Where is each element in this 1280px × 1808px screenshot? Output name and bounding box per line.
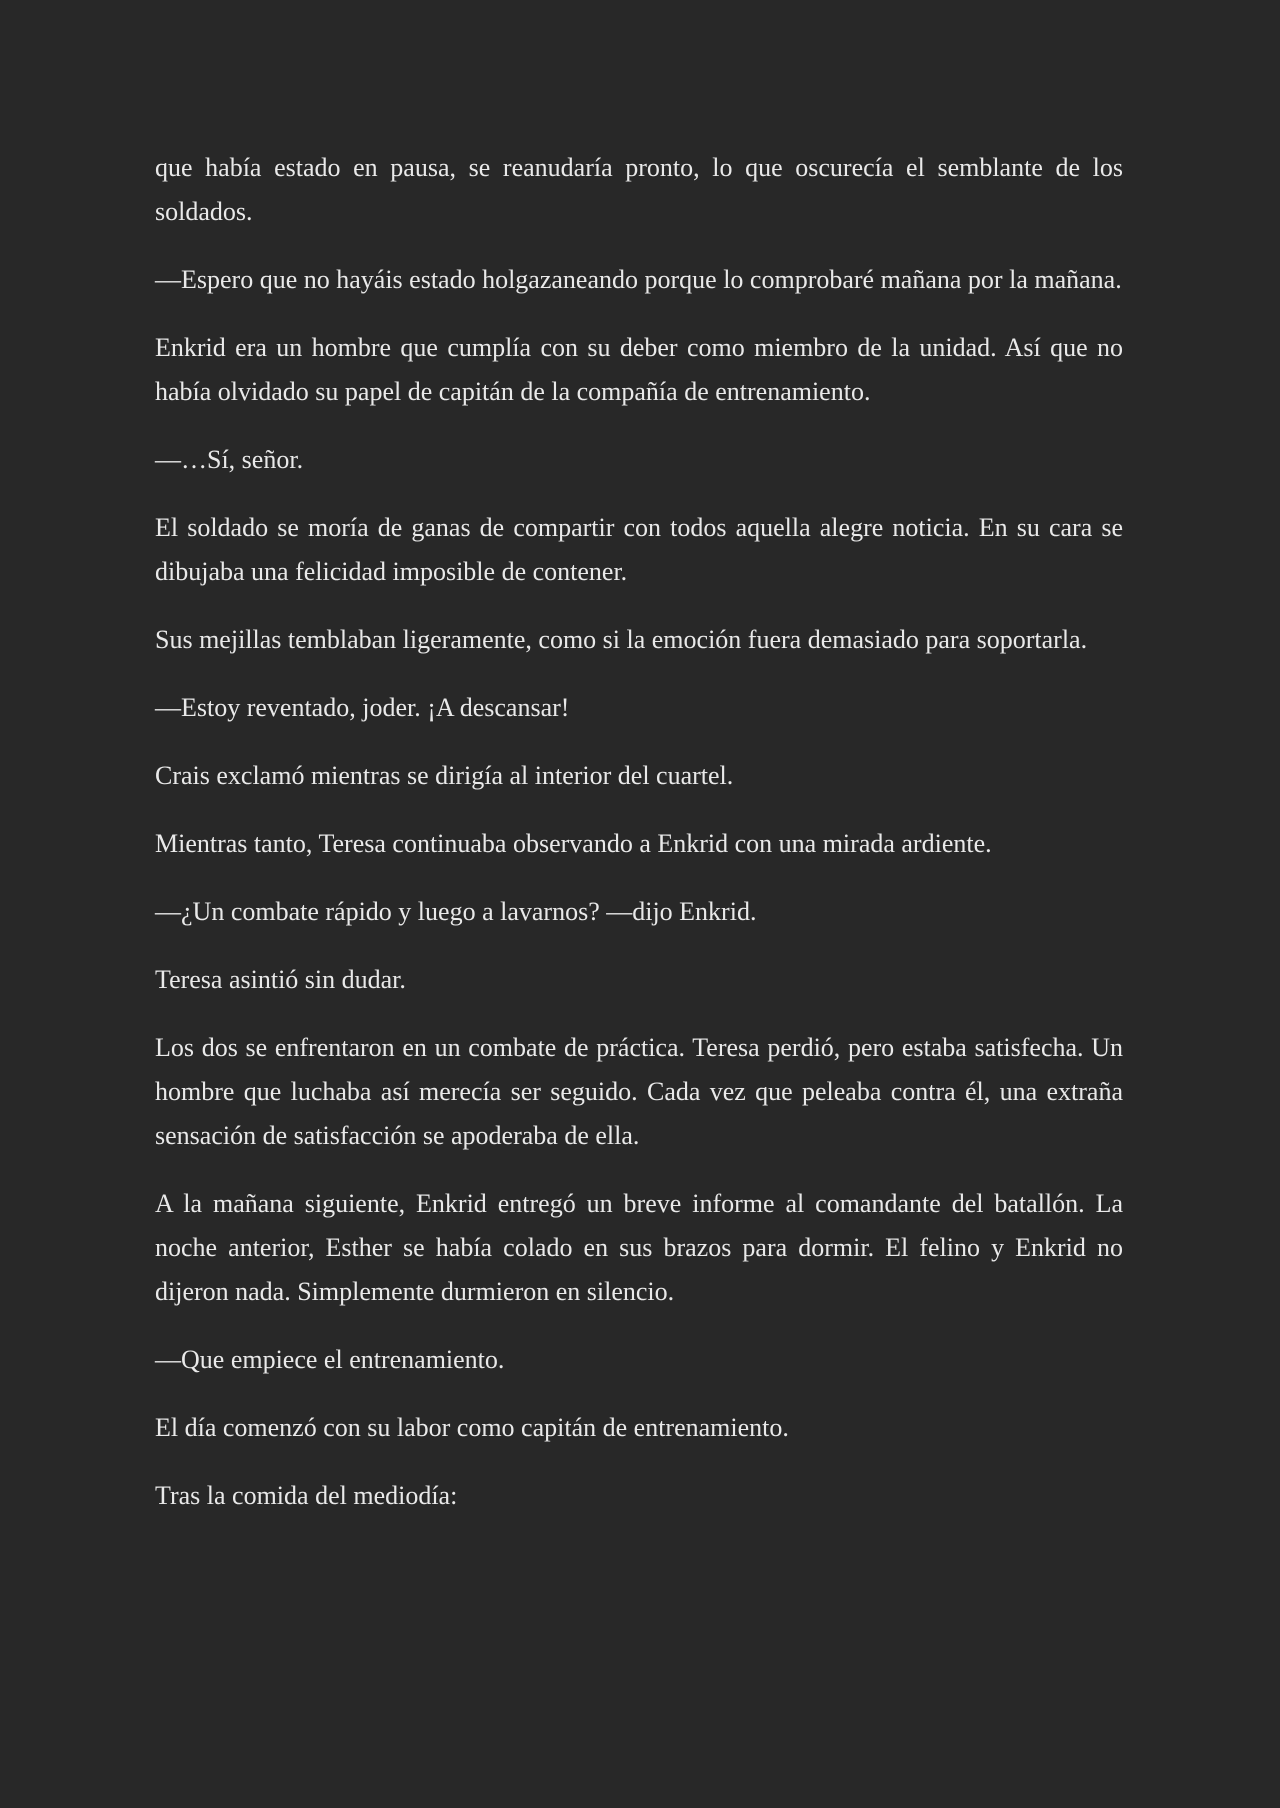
paragraph: Sus mejillas temblaban ligeramente, como si la emoción fuera demasiado para soportarla. <box>155 625 1088 654</box>
paragraph: —Estoy reventado, joder. ¡A descansar! <box>155 693 570 722</box>
paragraph: Enkrid era un hombre que cumplía con su deber como miembro de la unidad. Así que no había olvidado su papel de capitán de la compañía de entrenamiento. <box>155 333 1123 406</box>
paragraph: A la mañana siguiente, Enkrid entregó un breve informe al comandante del batallón. La noche anterior, Esther se había colado en sus brazos para dormir. El felino y Enkrid no dijeron nada. Simplemente durmieron en silencio. <box>155 1189 1123 1306</box>
paragraph: Mientras tanto, Teresa continuaba observando a Enkrid con una mirada ardiente. <box>155 829 992 858</box>
paragraph: Tras la comida del mediodía: <box>155 1481 458 1510</box>
reader-page <box>155 146 1123 1542</box>
paragraph: Teresa asintió sin dudar. <box>155 965 406 994</box>
paragraph: —Espero que no hayáis estado holgazaneando porque lo comprobaré mañana por la mañana. <box>155 265 1122 294</box>
paragraph: que había estado en pausa, se reanudaría pronto, lo que oscurecía el semblante de los soldados. <box>155 153 1123 226</box>
paragraph: Crais exclamó mientras se dirigía al interior del cuartel. <box>155 761 734 790</box>
paragraph: —¿Un combate rápido y luego a lavarnos? —dijo Enkrid. <box>155 897 757 926</box>
paragraph: El día comenzó con su labor como capitán de entrenamiento. <box>155 1413 789 1442</box>
paragraph: Los dos se enfrentaron en un combate de práctica. Teresa perdió, pero estaba satisfecha. Un hombre que luchaba así merecía ser seguido. Cada vez que peleaba contra él, una extraña sensación de satisfacción se apoderaba de ella. <box>155 1033 1123 1150</box>
paragraph: El soldado se moría de ganas de compartir con todos aquella alegre noticia. En su cara se dibujaba una felicidad imposible de contener. <box>155 513 1123 586</box>
paragraph: —…Sí, señor. <box>155 445 304 474</box>
paragraph: —Que empiece el entrenamiento. <box>155 1345 505 1374</box>
